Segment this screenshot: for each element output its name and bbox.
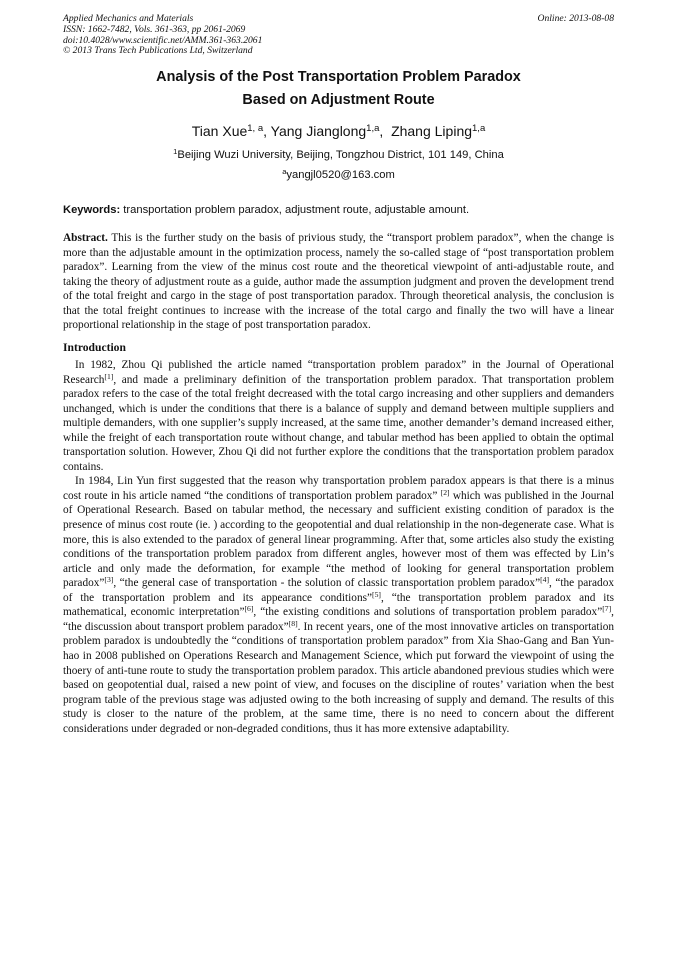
paragraph-text: which was published in the Journal of Operational Research. Based on tabular method, the necessary and sufficient existing condition of paradox is the presence of minus cost route (ie. ) according to the geopotential and dual relationship in the non-degenerate case. What is more, this is also extended to the paradox of general linear programming. After that, some articles also study the existing conditions of the transportation problem paradox from different angles, however most of them was effected by Lin’s article and only made the deformation, for example “the method of looking for general transportation problem paradox” [63,489,614,590]
introduction-paragraph-1 [63,358,614,474]
paragraph-text: , “the transportation problem paradox and its mathematical, economic interpretation” [63,591,614,619]
citation-ref[interactable]: [7] [602,604,612,614]
journal-name: Applied Mechanics and Materials [63,13,194,24]
paragraph-text: In 1984, Lin Yun first suggested that the reason why transportation problem paradox appears is that there is a minus cost route in his article named “the conditions of transportation problem paradox” [63,475,614,502]
author-separator: , [379,123,392,140]
paragraph-text: , “the discussion about transport problem paradox” [63,606,614,633]
doi-line: doi:10.4028/www.scientific.net/AMM.361-363.2061 [63,34,263,46]
online-date: Online: 2013-08-08 [537,13,614,24]
paragraph-text: , “the existing conditions and solutions of transportation problem paradox” [253,606,603,619]
paragraph-text: . In recent years, one of the most innovative articles on transportation problem paradox is undoubtedly the “conditions of transportation problem paradox” from Xia Shao-Gang and Ban Yun-hao in 2008 published on Operations Research and Management Science, which put forward the viewpoint of using the thoery of anti-tune route to study the transportation problem paradox. This article abandoned previous studies which were based on geopotential dual, raised a new point of view, and focuses on the discipline of routes’ variation when the best program table of the previous stage was adjusted owing to the both increasing of supply and demand. The results of this study is closer to the nature of the problem, at the same time, there is no need to concern about the different considerations under degraded or non-degraded conditions, thus it has more extensive adaptability. [63,620,615,735]
title-line-2: Based on Adjustment Route [242,92,435,109]
affiliation [63,148,614,162]
abstract [63,231,614,333]
paragraph-text: , “the paradox of the transportation problem and its appearance conditions” [63,577,614,604]
paragraph-text: , “the general case of transportation - the solution of classic transportation problem paradox” [113,577,541,590]
journal-header [63,14,614,57]
citation-ref[interactable]: [1] [104,371,114,381]
affiliation-text: Beijing Wuzi University, Beijing, Tongzhou District, 101 149, China [177,149,504,162]
citation-ref[interactable]: [8] [288,618,298,628]
paragraph-text: , and made a preliminary definition of the transportation problem paradox. That transportation problem paradox refers to the case of the total freight decreased with the total cargo increasing and other suppliers and demanders unchanged, which is under the conditions that there is a balance of supply and demand between multiple suppliers and multiple demanders, with one supplier’s supply increased, at the same time, another demander’s demand increased either, while the freight of each transportation route without change, and tabular method has been applied to obtain the optimal transportation solution. However, Zhou Qi did not further explore the conditions that the transportation problem paradox contains. [63,373,614,473]
issn-line: ISSN: 1662-7482, Vols. 361-363, pp 2061-2069 [63,23,246,35]
author-affiliation-mark: 1,a [366,122,380,134]
email-text[interactable]: yangjl0520@163.com [286,169,395,182]
paper-page [63,14,614,736]
keywords [63,203,614,217]
copyright-line: © 2013 Trans Tech Publications Ltd, Switzerland [63,45,253,57]
title-line-1: Analysis of the Post Transportation Problem Paradox [156,69,521,86]
email-mark: a [282,167,287,176]
citation-ref[interactable]: [2] [440,487,450,497]
paper-title [63,66,614,112]
author-name: Zhang Liping [391,123,473,140]
citation-ref[interactable]: [5] [372,589,381,599]
author-list [63,122,614,140]
paragraph-text: In 1982, Zhou Qi published the article named “transportation problem paradox” in the Journal of Operational Research [63,359,614,386]
author-name: Tian Xue [191,123,248,140]
author-affiliation-mark: 1,a [472,122,486,134]
citation-ref[interactable]: [6] [244,604,254,614]
introduction-paragraph-2 [63,474,614,736]
author-separator: , [263,123,271,140]
keywords-text: transportation problem paradox, adjustment route, adjustable amount. [120,204,470,217]
keywords-label: Keywords: [63,204,121,217]
section-heading-introduction: Introduction [63,341,126,355]
affiliation-mark: 1 [173,147,178,156]
author-email[interactable] [63,168,614,182]
abstract-text: This is the further study on the basis of privious study, the “transport problem paradox”, when the change is more than the adjustable amount in the optimization process, namely the so-called stage of “post transportation problem paradox”. Learning from the view of the minus cost route and the theoretical viewpoint of anti-adjustable route, and taking the theory of adjustment route as a guide, author made the assumption judgment and proven the development trend of the total freight and cargo in the stage of post transportation paradox. Through theoretical analysis, the conclusion is that the total freight continues to increase with the increase of the total cargo and finally the two will have a linear proportional relationship in the stage of post transportation paradox. [63,232,614,332]
citation-ref[interactable]: [3] [104,575,114,584]
author-affiliation-mark: 1, a [247,122,264,134]
abstract-label: Abstract. [63,232,108,245]
citation-ref[interactable]: [4] [540,575,550,584]
author-name: Yang Jianglong [270,123,367,140]
